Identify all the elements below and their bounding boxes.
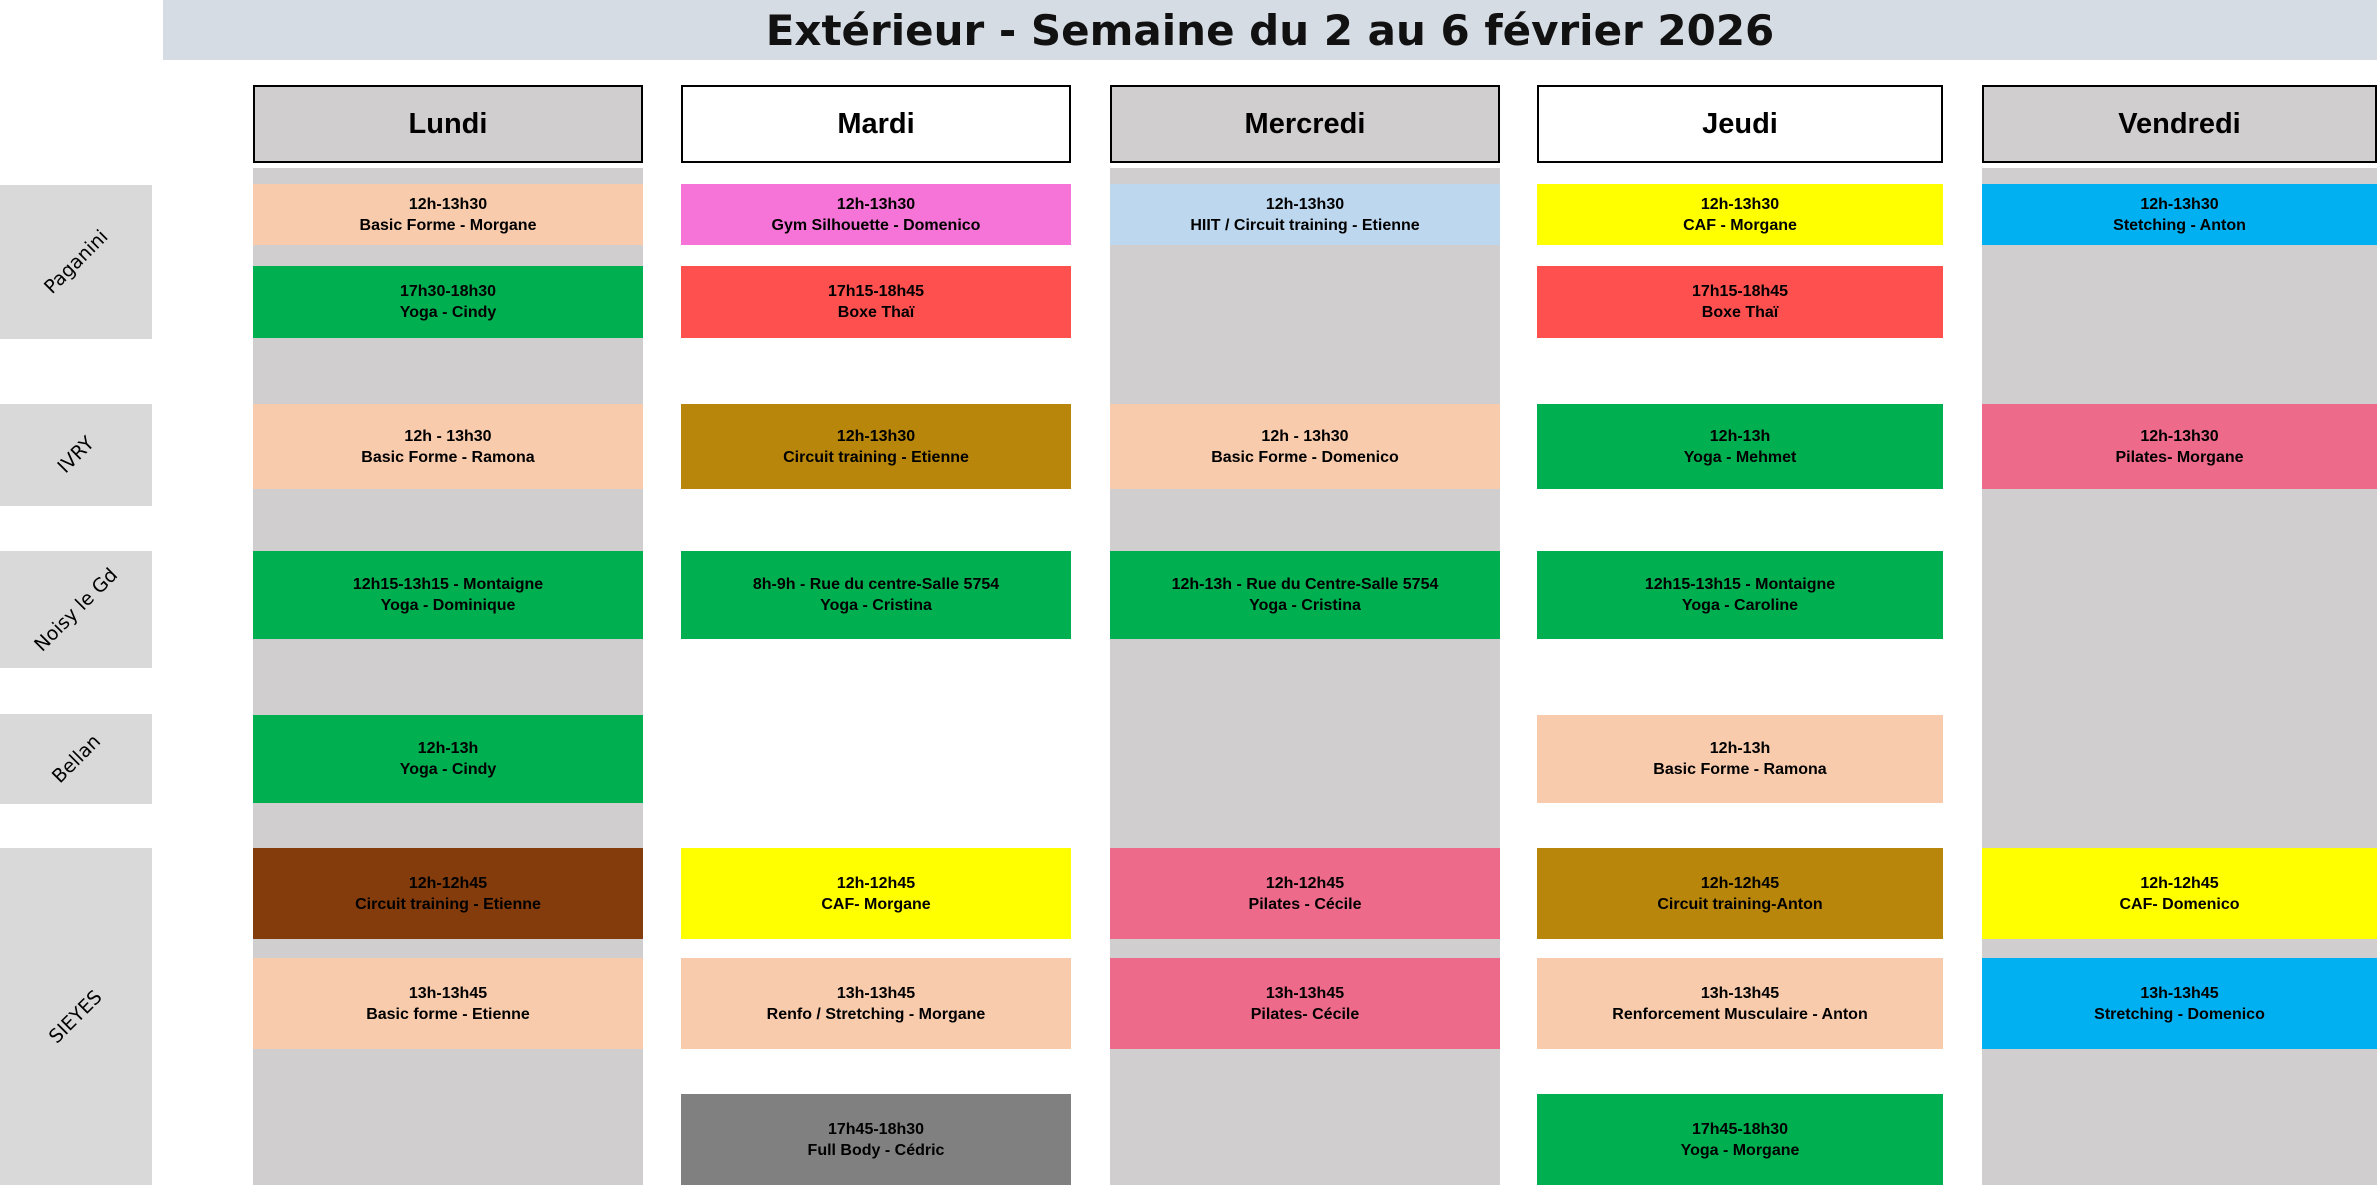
session-block[interactable] (1982, 848, 2377, 939)
session-block[interactable] (1537, 848, 1943, 939)
session-activity: Yoga - Cindy (399, 304, 497, 321)
session-activity: Stetching - Anton (2113, 216, 2246, 234)
session-block[interactable] (681, 958, 1071, 1049)
session-block[interactable] (1537, 266, 1943, 338)
session-activity: CAF- Domenico (2119, 895, 2240, 913)
session-block[interactable] (1982, 958, 2377, 1049)
location-noisy (0, 551, 152, 668)
session-time: 12h-12h45 (2140, 874, 2219, 892)
location-label: Paganini (39, 225, 113, 299)
session-activity: Basic Forme - Morgane (359, 216, 537, 234)
session-activity: Yoga - Caroline (1681, 597, 1799, 614)
session-time: 17h30-18h30 (399, 283, 497, 300)
session-activity: Boxe Thaï (1701, 304, 1779, 321)
location-label: SIEYES (45, 985, 107, 1048)
session-time: 12h-12h45 (1700, 874, 1780, 892)
session-time: 12h-13h30 (2140, 195, 2219, 213)
session-activity: Yoga - Dominique (380, 597, 516, 614)
session-time: 12h-13h30 (836, 195, 916, 213)
session-block[interactable] (1982, 184, 2377, 245)
session-time: 12h15-13h15 - Montaigne (352, 576, 544, 593)
session-time: 8h-9h - Rue du centre-Salle 5754 (752, 576, 1000, 593)
day-header-mardi: Mardi (681, 85, 1071, 163)
session-block[interactable] (253, 404, 643, 489)
session-block[interactable] (1110, 551, 1500, 639)
session-block[interactable] (1537, 551, 1943, 639)
session-block[interactable] (253, 266, 643, 338)
session-time: 13h-13h45 (836, 984, 916, 1002)
session-block[interactable] (253, 958, 643, 1049)
session-time: 12h-13h (1709, 427, 1771, 445)
session-time: 12h - 13h30 (1261, 427, 1349, 445)
session-block[interactable] (1982, 404, 2377, 489)
session-activity: Renforcement Musculaire - Anton (1612, 1005, 1868, 1023)
session-block[interactable] (253, 848, 643, 939)
location-ivry (0, 404, 152, 506)
session-time: 17h45-18h30 (827, 1120, 925, 1138)
session-time: 12h-13h (1709, 740, 1771, 757)
session-time: 12h-13h (417, 740, 479, 757)
session-activity: Circuit training - Etienne (355, 895, 541, 913)
session-block[interactable] (681, 404, 1071, 489)
session-block[interactable] (1537, 1094, 1943, 1185)
day-header-mercredi: Mercredi (1110, 85, 1500, 163)
session-block[interactable] (681, 848, 1071, 939)
location-paganini (0, 185, 152, 339)
day-header-jeudi: Jeudi (1537, 85, 1943, 163)
session-time: 13h-13h45 (408, 984, 488, 1002)
session-activity: Yoga - Cristina (1249, 597, 1361, 614)
session-activity: Stretching - Domenico (2094, 1005, 2265, 1023)
session-time: 12h - 13h30 (404, 427, 492, 445)
session-time: 12h-12h45 (836, 874, 916, 892)
session-time: 12h-13h - Rue du Centre-Salle 5754 (1171, 576, 1439, 593)
session-block[interactable] (1110, 184, 1500, 245)
session-time: 17h15-18h45 (827, 283, 925, 300)
session-activity: Gym Silhouette - Domenico (771, 216, 981, 234)
session-activity: Renfo / Stretching - Morgane (766, 1005, 986, 1023)
session-time: 12h15-13h15 - Montaigne (1644, 576, 1836, 593)
session-time: 12h-13h30 (836, 427, 916, 445)
session-time: 17h45-18h30 (1691, 1120, 1789, 1138)
session-activity: CAF - Morgane (1683, 216, 1797, 234)
session-activity: Pilates - Cécile (1248, 895, 1362, 913)
location-label: IVRY (53, 432, 99, 478)
session-activity: Circuit training-Anton (1657, 895, 1823, 913)
day-header-lundi: Lundi (253, 85, 643, 163)
session-time: 13h-13h45 (2140, 984, 2219, 1002)
session-activity: Basic forme - Etienne (366, 1005, 530, 1023)
session-block[interactable] (1110, 958, 1500, 1049)
session-block[interactable] (681, 266, 1071, 338)
session-block[interactable] (681, 184, 1071, 245)
session-activity: Basic Forme - Domenico (1211, 448, 1399, 466)
session-activity: Circuit training - Etienne (783, 448, 969, 466)
location-sieyes (0, 848, 152, 1185)
session-time: 12h-13h30 (408, 195, 488, 213)
session-activity: Yoga - Morgane (1680, 1141, 1800, 1159)
session-block[interactable] (1110, 404, 1500, 489)
location-bellan (0, 714, 152, 804)
session-time: 12h-13h30 (1265, 195, 1345, 213)
session-block[interactable] (1537, 958, 1943, 1049)
title-bar (163, 0, 2377, 60)
session-block[interactable] (681, 551, 1071, 639)
session-activity: Pilates- Morgane (2115, 448, 2244, 466)
session-time: 17h15-18h45 (1691, 283, 1789, 300)
session-activity: Basic Forme - Ramona (361, 448, 535, 466)
session-activity: HIIT / Circuit training - Etienne (1190, 216, 1420, 234)
session-block[interactable] (1537, 184, 1943, 245)
location-label: Bellan (47, 730, 105, 788)
session-time: 12h-12h45 (1265, 874, 1345, 892)
session-activity: Yoga - Cindy (399, 761, 497, 778)
session-activity: Boxe Thaï (837, 304, 915, 321)
session-activity: CAF- Morgane (821, 895, 931, 913)
session-time: 12h-12h45 (408, 874, 488, 892)
session-block[interactable] (1537, 715, 1943, 803)
page-title: Extérieur - Semaine du 2 au 6 février 2026 (765, 5, 1775, 55)
location-label: Noisy le Gd (30, 563, 122, 656)
session-block[interactable] (1537, 404, 1943, 489)
session-block[interactable] (253, 551, 643, 639)
session-block[interactable] (253, 715, 643, 803)
session-block[interactable] (1110, 848, 1500, 939)
session-activity: Pilates- Cécile (1250, 1005, 1360, 1023)
session-activity: Yoga - Cristina (820, 597, 932, 614)
session-time: 12h-13h30 (2140, 427, 2219, 445)
session-time: 13h-13h45 (1265, 984, 1345, 1002)
session-activity: Full Body - Cédric (807, 1141, 945, 1159)
session-activity: Basic Forme - Ramona (1653, 761, 1827, 778)
session-time: 13h-13h45 (1700, 984, 1780, 1002)
session-block[interactable] (681, 1094, 1071, 1185)
session-time: 12h-13h30 (1700, 195, 1780, 213)
session-activity: Yoga - Mehmet (1683, 448, 1797, 466)
session-block[interactable] (253, 184, 643, 245)
day-header-vendredi: Vendredi (1982, 85, 2377, 163)
